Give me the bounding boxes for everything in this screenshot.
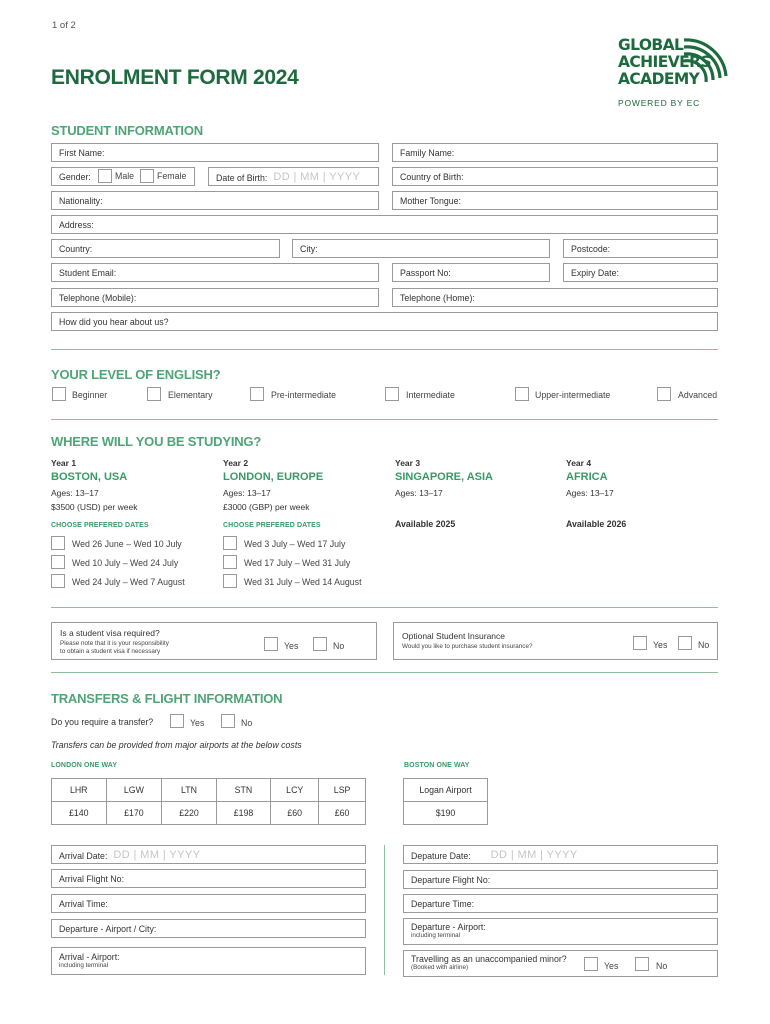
visa-note-line-2: to obtain a student visa if necessary (60, 648, 161, 655)
expiry-date-field[interactable] (563, 263, 718, 282)
london-date-3-label: Wed 31 July – Wed 14 August (244, 577, 362, 587)
london-date-3-checkbox[interactable] (223, 574, 237, 588)
arrival-date-field[interactable] (51, 845, 366, 864)
level-advanced-checkbox[interactable] (657, 387, 671, 401)
arrival-time-label: Arrival Time: (59, 899, 108, 909)
country-label: Country: (59, 244, 93, 254)
year-4-ages: Ages: 13–17 (566, 488, 614, 498)
gender-female-label: Female (157, 171, 187, 181)
departure-flight-field[interactable] (403, 870, 718, 889)
year-1-label: Year 1 (51, 458, 77, 468)
country-of-birth-label: Country of Birth: (400, 172, 464, 182)
departure-date-field[interactable] (403, 845, 718, 864)
year-2-choose-dates: CHOOSE PREFERED DATES (223, 522, 321, 529)
gender-female-checkbox[interactable] (140, 169, 154, 183)
visa-no-label: No (333, 641, 345, 651)
family-name-field[interactable] (392, 143, 718, 162)
arrival-flight-label: Arrival Flight No: (59, 874, 125, 884)
passport-no-label: Passport No: (400, 268, 451, 278)
price-cell: £170 (106, 802, 162, 825)
gender-male-label: Male (115, 171, 135, 181)
airport-cell: LTN (162, 779, 217, 802)
boston-date-1-label: Wed 26 June – Wed 10 July (72, 539, 182, 549)
visa-no-checkbox[interactable] (313, 637, 327, 651)
departure-time-label: Departure Time: (411, 899, 475, 909)
page-indicator: 1 of 2 (52, 20, 76, 31)
dob-placeholder: DD | MM | YYYY (273, 171, 361, 183)
airport-cell: STN (216, 779, 271, 802)
year-4-available: Available 2026 (566, 519, 627, 529)
arrival-date-label: Arrival Date: (59, 851, 108, 861)
city-label: City: (300, 244, 318, 254)
section-divider (51, 419, 718, 420)
london-date-1-checkbox[interactable] (223, 536, 237, 550)
departure-airport-field[interactable] (403, 918, 718, 945)
unaccompanied-minor-field (403, 950, 718, 977)
london-date-2-checkbox[interactable] (223, 555, 237, 569)
telephone-home-field[interactable] (392, 288, 718, 307)
level-pre-intermediate-label: Pre-intermediate (271, 390, 337, 400)
dob-field[interactable] (208, 167, 379, 186)
boston-date-3-label: Wed 24 July – Wed 7 August (72, 577, 185, 587)
departure-flight-label: Departure Flight No: (411, 875, 491, 885)
price-cell: £220 (162, 802, 217, 825)
year-2-label: Year 2 (223, 458, 249, 468)
year-4-city: AFRICA (566, 471, 608, 483)
transfer-question: Do you require a transfer? (51, 717, 154, 727)
how-heard-field[interactable] (51, 312, 718, 331)
section-divider (51, 672, 718, 673)
visa-yes-label: Yes (284, 641, 299, 651)
departure-time-field[interactable] (403, 894, 718, 913)
family-name-label: Family Name: (400, 148, 455, 158)
english-level-title: YOUR LEVEL OF ENGLISH? (51, 367, 221, 382)
transfers-title: TRANSFERS & FLIGHT INFORMATION (51, 691, 283, 706)
year-3-label: Year 3 (395, 458, 421, 468)
insurance-no-label: No (698, 640, 710, 650)
address-label: Address: (59, 220, 94, 230)
country-field[interactable] (51, 239, 280, 258)
london-one-way-label: LONDON ONE WAY (51, 762, 118, 769)
london-transfer-table (51, 778, 366, 825)
section-divider (51, 607, 718, 608)
london-date-2-label: Wed 17 July – Wed 31 July (244, 558, 351, 568)
level-upper-intermediate-label: Upper-intermediate (535, 390, 611, 400)
insurance-question: Optional Student Insurance (402, 631, 506, 641)
arrival-time-field[interactable] (51, 894, 366, 913)
level-advanced-label: Advanced (678, 390, 718, 400)
insurance-yes-label: Yes (653, 640, 668, 650)
logo-powered-by: POWERED BY EC (618, 98, 701, 108)
nationality-field[interactable] (51, 191, 379, 210)
first-name-field[interactable] (51, 143, 379, 162)
year-1-city: BOSTON, USA (51, 471, 128, 483)
visa-question: Is a student visa required? (60, 628, 160, 638)
section-divider (51, 349, 718, 350)
arrival-airport-note: including terminal (59, 962, 109, 969)
arrival-date-placeholder: DD | MM | YYYY (113, 849, 201, 861)
transfer-no-checkbox[interactable] (221, 714, 235, 728)
telephone-mobile-label: Telephone (Mobile): (59, 293, 137, 303)
year-2-ages: Ages: 13–17 (223, 488, 271, 498)
year-1-choose-dates: CHOOSE PREFERED DATES (51, 522, 149, 529)
postcode-label: Postcode: (571, 244, 611, 254)
departure-date-placeholder: DD | MM | YYYY (490, 849, 578, 861)
visa-box (51, 622, 377, 660)
arrival-airport-label: Arrival - Airport: (59, 952, 120, 962)
airport-cell: LHR (52, 779, 107, 802)
departure-airport-note: including terminal (411, 932, 461, 939)
transfer-no-label: No (241, 718, 253, 728)
level-elementary-checkbox[interactable] (147, 387, 161, 401)
boston-airport-row (404, 779, 488, 802)
airport-cell: LSP (319, 779, 366, 802)
airport-cell: Logan Airport (404, 779, 488, 802)
boston-date-1-checkbox[interactable] (51, 536, 65, 550)
price-cell: £60 (271, 802, 319, 825)
visa-yes-checkbox[interactable] (264, 637, 278, 651)
insurance-yes-checkbox[interactable] (633, 636, 647, 650)
transfer-note: Transfers can be provided from major airports at the below costs (51, 740, 302, 750)
studying-title: WHERE WILL YOU BE STUDYING? (51, 434, 262, 449)
how-heard-label: How did you hear about us? (59, 317, 169, 327)
boston-price-row (404, 802, 488, 825)
departure-airport-city-field[interactable] (51, 919, 366, 938)
london-airport-row (52, 779, 366, 802)
year-3-available: Available 2025 (395, 519, 456, 529)
airport-cell: LGW (106, 779, 162, 802)
unaccompanied-yes-label: Yes (604, 961, 619, 971)
year-1-price: $3500 (USD) per week (51, 502, 138, 512)
transfer-yes-checkbox[interactable] (170, 714, 184, 728)
price-cell: $190 (404, 802, 488, 825)
academy-logo (616, 36, 731, 110)
departure-date-label: Depature Date: (411, 851, 471, 861)
gender-male-checkbox[interactable] (98, 169, 112, 183)
logo-line-1: GLOBAL (618, 35, 684, 55)
year-1-ages: Ages: 13–17 (51, 488, 99, 498)
student-email-label: Student Email: (59, 268, 117, 278)
student-info-title: STUDENT INFORMATION (51, 123, 203, 138)
year-3-city: SINGAPORE, ASIA (395, 471, 493, 483)
year-2-city: LONDON, EUROPE (223, 471, 324, 483)
mother-tongue-field[interactable] (392, 191, 718, 210)
logo-line-3: ACADEMY (618, 69, 700, 89)
unaccompanied-yes-checkbox[interactable] (584, 957, 598, 971)
telephone-mobile-field[interactable] (51, 288, 379, 307)
level-intermediate-label: Intermediate (406, 390, 455, 400)
boston-transfer-table (403, 778, 488, 825)
insurance-box (393, 622, 718, 660)
insurance-note: Would you like to purchase student insurance? (402, 643, 533, 650)
level-beginner-checkbox[interactable] (52, 387, 66, 401)
mother-tongue-label: Mother Tongue: (400, 196, 461, 206)
unaccompanied-note: (Booked with airline) (411, 964, 469, 971)
passport-no-field[interactable] (392, 263, 550, 282)
departure-airport-label: Departure - Airport: (411, 922, 486, 932)
student-email-field[interactable] (51, 263, 379, 282)
price-cell: £198 (216, 802, 271, 825)
level-pre-intermediate-checkbox[interactable] (250, 387, 264, 401)
london-date-1-label: Wed 3 July – Wed 17 July (244, 539, 346, 549)
country-of-birth-field[interactable] (392, 167, 718, 186)
boston-date-3-checkbox[interactable] (51, 574, 65, 588)
price-cell: £60 (319, 802, 366, 825)
first-name-label: First Name: (59, 148, 105, 158)
year-4-label: Year 4 (566, 458, 592, 468)
level-elementary-label: Elementary (168, 390, 213, 400)
airport-cell: LCY (271, 779, 319, 802)
flight-column-divider (384, 845, 385, 975)
boston-date-2-label: Wed 10 July – Wed 24 July (72, 558, 179, 568)
telephone-home-label: Telephone (Home): (400, 293, 475, 303)
level-beginner-label: Beginner (72, 390, 108, 400)
dob-label: Date of Birth: (216, 173, 268, 183)
gender-label: Gender: (59, 172, 91, 182)
year-2-price: £3000 (GBP) per week (223, 502, 310, 512)
departure-airport-city-label: Departure - Airport / City: (59, 924, 157, 934)
london-price-row (52, 802, 366, 825)
unaccompanied-no-checkbox[interactable] (635, 957, 649, 971)
expiry-date-label: Expiry Date: (571, 268, 619, 278)
price-cell: £140 (52, 802, 107, 825)
arrival-flight-field[interactable] (51, 869, 366, 888)
nationality-label: Nationality: (59, 196, 103, 206)
logo-arcs-icon (680, 36, 730, 90)
level-intermediate-checkbox[interactable] (385, 387, 399, 401)
year-3-ages: Ages: 13–17 (395, 488, 443, 498)
transfer-yes-label: Yes (190, 718, 205, 728)
arrival-airport-field[interactable] (51, 947, 366, 975)
visa-note-line-1: Please note that it is your responsibility (60, 640, 169, 647)
unaccompanied-label: Travelling as an unaccompanied minor? (411, 954, 567, 964)
postcode-field[interactable] (563, 239, 718, 258)
city-field[interactable] (292, 239, 550, 258)
page-title: ENROLMENT FORM 2024 (51, 66, 299, 89)
insurance-no-checkbox[interactable] (678, 636, 692, 650)
unaccompanied-no-label: No (656, 961, 668, 971)
logo-line-2: ACHIEVERS (618, 52, 711, 72)
level-upper-intermediate-checkbox[interactable] (515, 387, 529, 401)
boston-date-2-checkbox[interactable] (51, 555, 65, 569)
boston-one-way-label: BOSTON ONE WAY (404, 762, 470, 769)
address-field[interactable] (51, 215, 718, 234)
